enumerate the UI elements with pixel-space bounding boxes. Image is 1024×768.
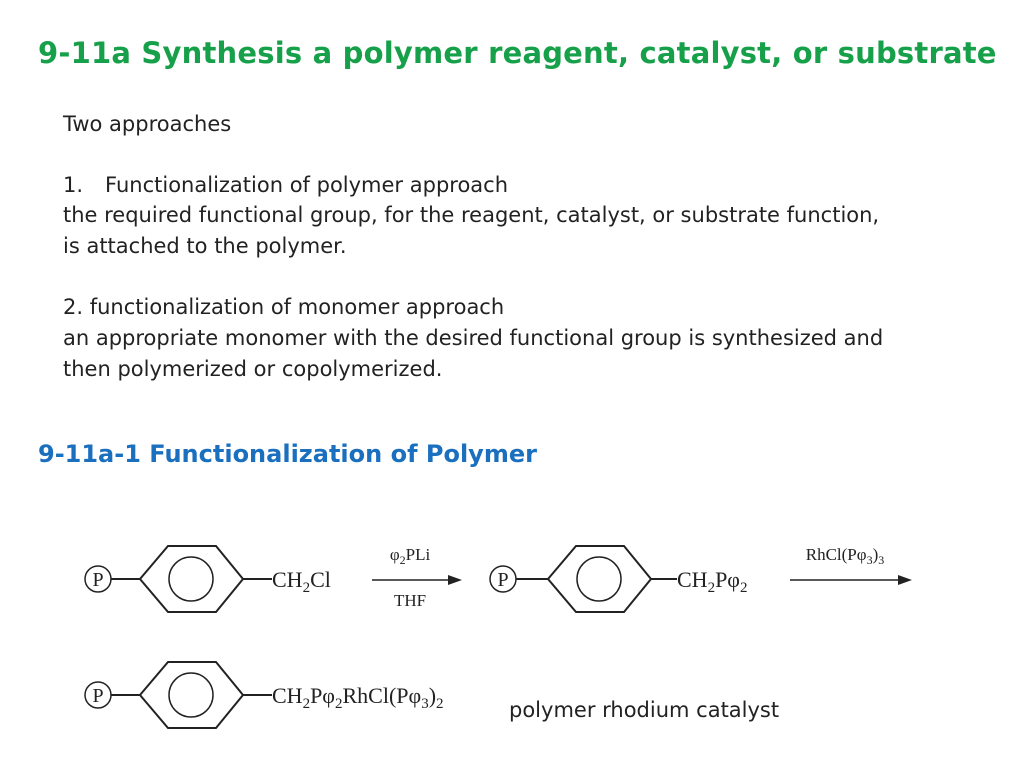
benzene-inner-circle [169,557,213,601]
page-title: 9-11a Synthesis a polymer reagent, catalyst, or substrate [38,36,997,70]
reagent-2-label: $RhCl(P\varphi_3)_3$ [805,545,885,567]
reagent-1-label: $\varphi_2PLi$ [389,545,431,567]
reaction-arrow-2 [790,545,912,585]
approach-1-line-1: the required functional group, for the reagent, catalyst, or substrate function, [63,203,880,227]
benzene-ring [140,546,243,612]
rhodium-complex-group: $CH_2P\varphi_2RhCl(P\varphi_3)_2$ [272,683,444,712]
benzene-ring [548,546,651,612]
intro-text: Two approaches [63,112,232,136]
phosphinomethyl-group: $CH_2P\varphi_2$ [677,567,748,596]
approach-2-line-2: then polymerized or copolymerized. [63,357,443,381]
reaction-arrow-1 [372,545,462,610]
arrow-2-head [898,575,912,585]
polymer-symbol: P [92,685,104,707]
approach-1-line-2: is attached to the polymer. [63,234,347,258]
approach-1-title: Functionalization of polymer approach [105,173,509,197]
polymer-symbol: P [497,569,509,591]
approach-2-heading: 2. functionalization of monomer approach [63,295,505,319]
benzene-inner-circle [577,557,621,601]
arrow-1-head [448,575,462,585]
benzene-inner-circle [169,673,213,717]
chloromethyl-group: $CH_2Cl$ [272,567,331,596]
approach-1-number: 1. [63,173,84,197]
reagent-1-solvent: THF [393,591,427,610]
polymer-symbol: P [92,569,104,591]
catalyst-caption: polymer rhodium catalyst [509,698,780,722]
section-subtitle: 9-11a-1 Functionalization of Polymer [38,440,537,468]
benzene-ring [140,662,243,728]
reactant-1 [85,546,331,612]
product-2 [85,662,444,728]
approach-2-line-1: an appropriate monomer with the desired functional group is synthesized and [63,326,884,350]
product-1 [490,546,748,612]
